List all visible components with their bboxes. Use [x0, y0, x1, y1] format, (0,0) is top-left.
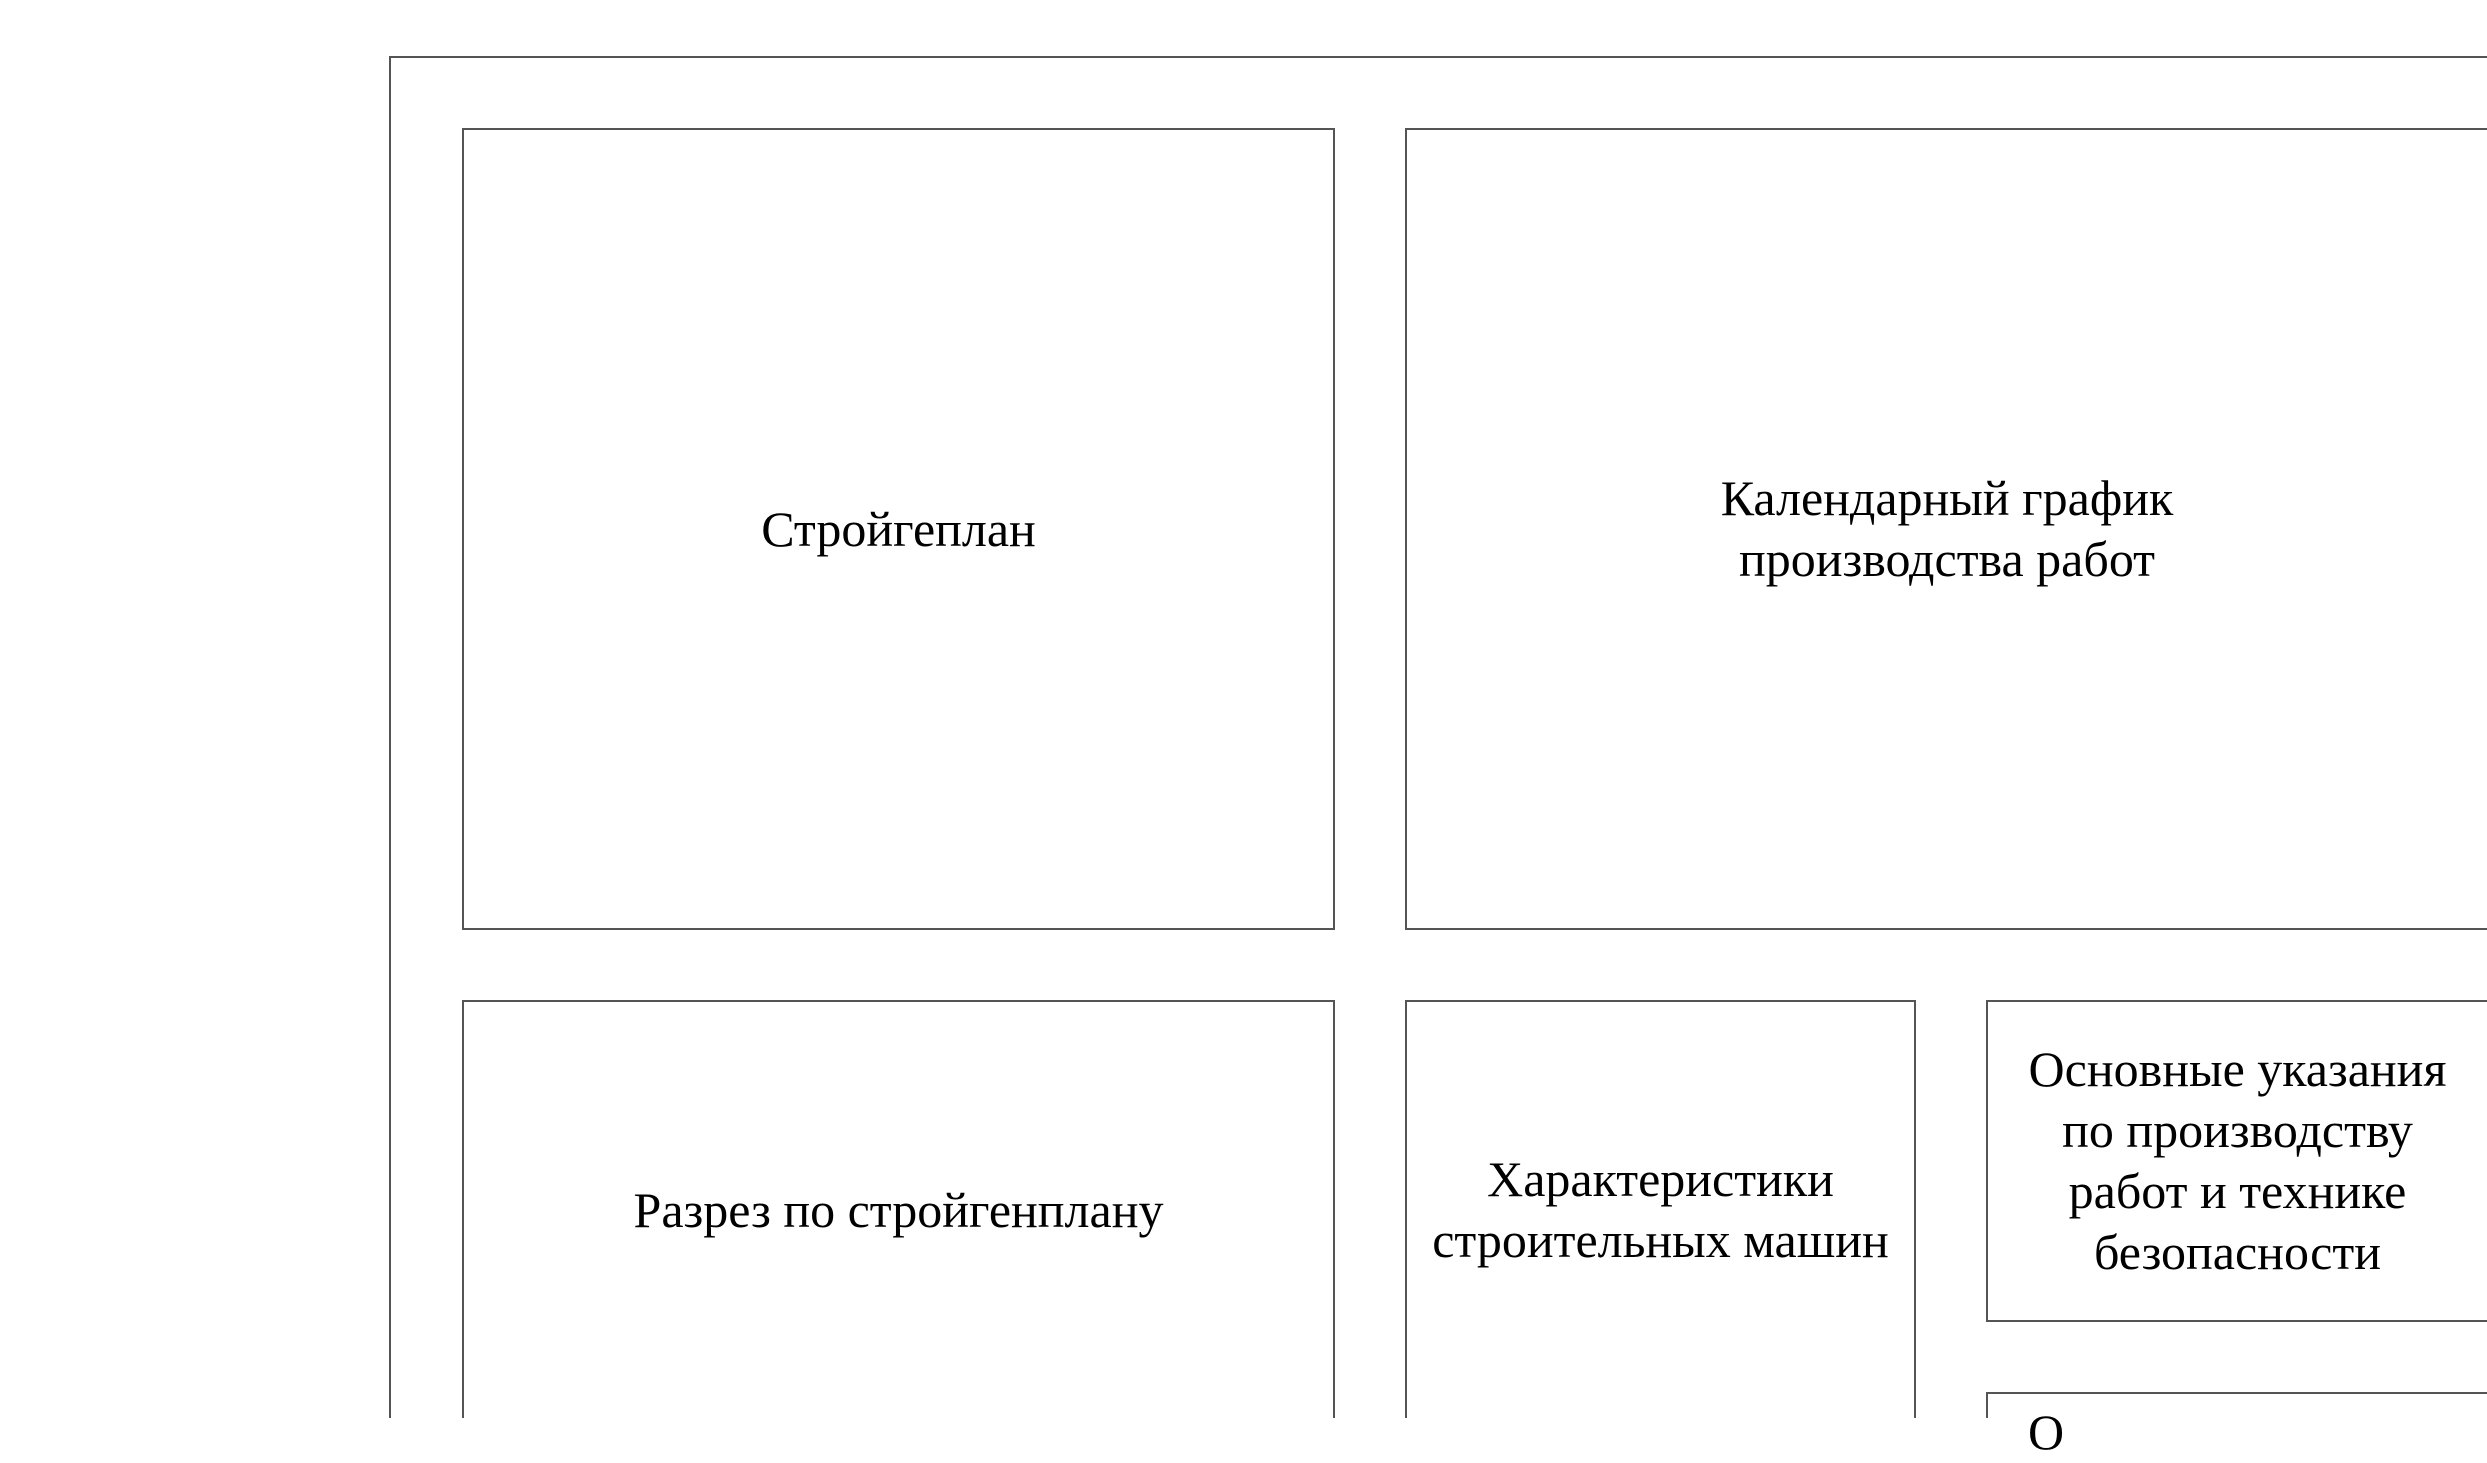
machines-block [1405, 1000, 1916, 1418]
calendar-schedule-block [1405, 128, 2487, 930]
instructions-block [1986, 1000, 2487, 1322]
stroygeplan-block [462, 128, 1335, 930]
calendar-schedule-label: Календарный график производства работ [1720, 470, 2174, 587]
partial-label: О [2028, 1404, 2065, 1460]
partial-block [1986, 1392, 2487, 1460]
machines-label: Характеристики строительных машин [1432, 1151, 1889, 1268]
stroygeplan-label: Стройгеплан [761, 500, 1036, 557]
section-block [462, 1000, 1335, 1418]
section-label: Разрез по стройгенплану [633, 1181, 1164, 1238]
instructions-label: Основные указания по производству работ и технике безопасности [2028, 1041, 2447, 1280]
